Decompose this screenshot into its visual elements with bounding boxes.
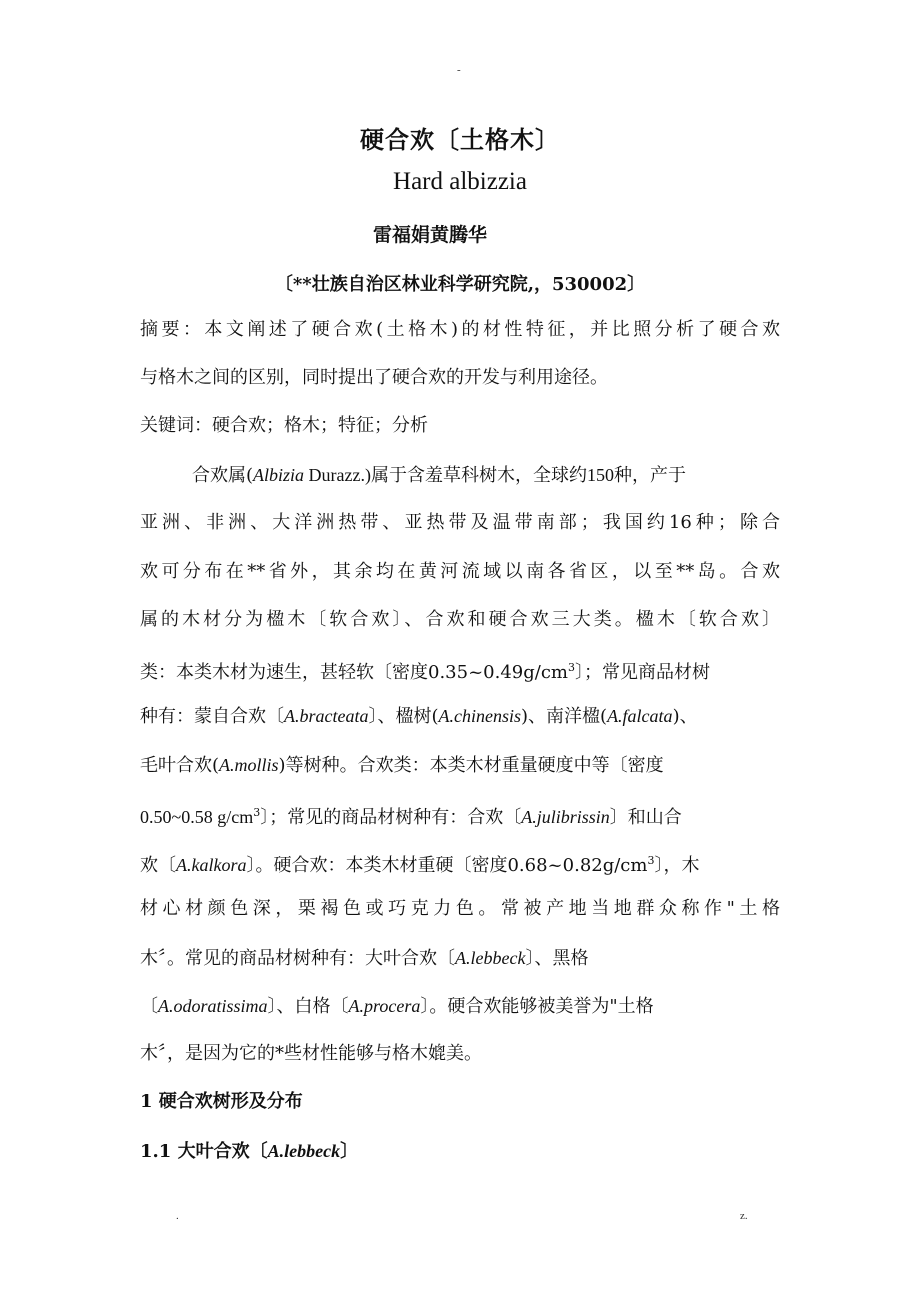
latin-name: A.mollis — [219, 755, 279, 775]
para-line-1 — [192, 463, 686, 488]
article-body — [140, 0, 785, 1302]
text: 〕、黑格 — [525, 948, 589, 969]
affiliation: 〔**壮族自治区林业科学研究院,，530002〕 — [274, 274, 646, 295]
para-line-13: 木〞，是因为它的*些材性能够与格木媲美。 — [140, 1043, 482, 1064]
text: 〕和山合 — [609, 807, 682, 828]
para-line-11 — [140, 946, 588, 971]
text: 类：本类木材为速生，甚轻软〔密度0.35~0.49g/cm — [140, 662, 568, 683]
text: 〕、楹树( — [368, 706, 439, 727]
text: Durazz.)属于含羞草科树木，全球约150种，产于 — [304, 465, 687, 485]
latin-name: Albizia — [253, 465, 305, 485]
authors: 雷福娟黄腾华 — [372, 224, 487, 246]
text: 木〞。常见的商品材树种有：大叶合欢〔 — [140, 948, 455, 969]
para-line-5 — [140, 656, 710, 685]
abstract-line-1: 摘要：本文阐述了硬合欢(土格木)的材性特征，并比照分析了硬合欢 — [140, 319, 780, 340]
para-line-4: 属的木材分为楹木〔软合欢〕、合欢和硬合欢三大类。楹木〔软合欢〕 — [140, 609, 780, 630]
superscript: 3 — [567, 661, 575, 674]
text: 〔 — [140, 996, 158, 1017]
footer-right-mark: z. — [740, 1210, 748, 1222]
superscript: 3 — [253, 806, 261, 819]
para-line-9 — [140, 849, 699, 878]
text: 〕；常见的商品材树种有：合欢〔 — [260, 807, 522, 828]
latin-name: A.lebbeck — [455, 948, 526, 968]
text: 〕 — [340, 1141, 359, 1162]
footer-left-mark: . — [176, 1210, 179, 1222]
latin-name: A.chinensis — [438, 706, 522, 726]
latin-name: A.procera — [348, 996, 421, 1016]
latin-name: A.falcata — [607, 706, 673, 726]
text: )、南洋楹( — [521, 706, 608, 727]
section-heading-1: 1 硬合欢树形及分布 — [140, 1091, 303, 1112]
text: 毛叶合欢( — [140, 755, 220, 776]
section-heading-1-1 — [140, 1139, 358, 1164]
text: 〕。硬合欢：本类木材重硬〔密度0.68~0.82g/cm — [246, 855, 648, 876]
latin-name: A.bracteata — [284, 706, 369, 726]
text: )、 — [672, 706, 698, 727]
para-line-7 — [140, 753, 664, 778]
para-line-3: 欢可分布在**省外，其余均在黄河流域以南各省区，以至**岛。合欢 — [140, 561, 780, 582]
para-line-12 — [140, 994, 654, 1019]
text: 欢〔 — [140, 855, 176, 876]
english-title: Hard albizzia — [393, 168, 527, 195]
text: 〕。硬合欢能够被美誉为"土格 — [420, 996, 654, 1017]
text: 〕，木 — [654, 855, 700, 876]
text: 〕；常见商品材树 — [574, 662, 710, 683]
keywords: 关键词：硬合欢；格木；特征；分析 — [140, 415, 428, 436]
abstract-line-2: 与格木之间的区别，同时提出了硬合欢的开发与利用途径。 — [140, 367, 608, 388]
superscript: 3 — [647, 854, 655, 867]
text: 0.50~0.58 g/cm — [140, 807, 254, 827]
para-line-2: 亚洲、非洲、大洋洲热带、亚热带及温带南部；我国约16种；除合 — [140, 512, 780, 533]
text: )等树种。合欢类：本类木材重量硬度中等〔密度 — [278, 755, 664, 776]
text: 〕、白格〔 — [267, 996, 349, 1017]
text: 合欢属( — [192, 465, 254, 486]
text: 1.1 大叶合欢〔 — [140, 1141, 268, 1162]
page-title: 硬合欢〔土格木〕 — [360, 125, 560, 154]
para-line-10: 材心材颜色深，栗褐色或巧克力色。常被产地当地群众称作"土格 — [140, 898, 780, 919]
header-mark: - — [457, 64, 461, 76]
latin-name: A.kalkora — [176, 855, 247, 875]
latin-name: A.odoratissima — [158, 996, 268, 1016]
latin-name: A.lebbeck — [267, 1141, 341, 1161]
para-line-6 — [140, 704, 698, 729]
latin-name: A.julibrissin — [521, 807, 610, 827]
text: 种有：蒙自合欢〔 — [140, 706, 284, 727]
para-line-8 — [140, 801, 682, 830]
